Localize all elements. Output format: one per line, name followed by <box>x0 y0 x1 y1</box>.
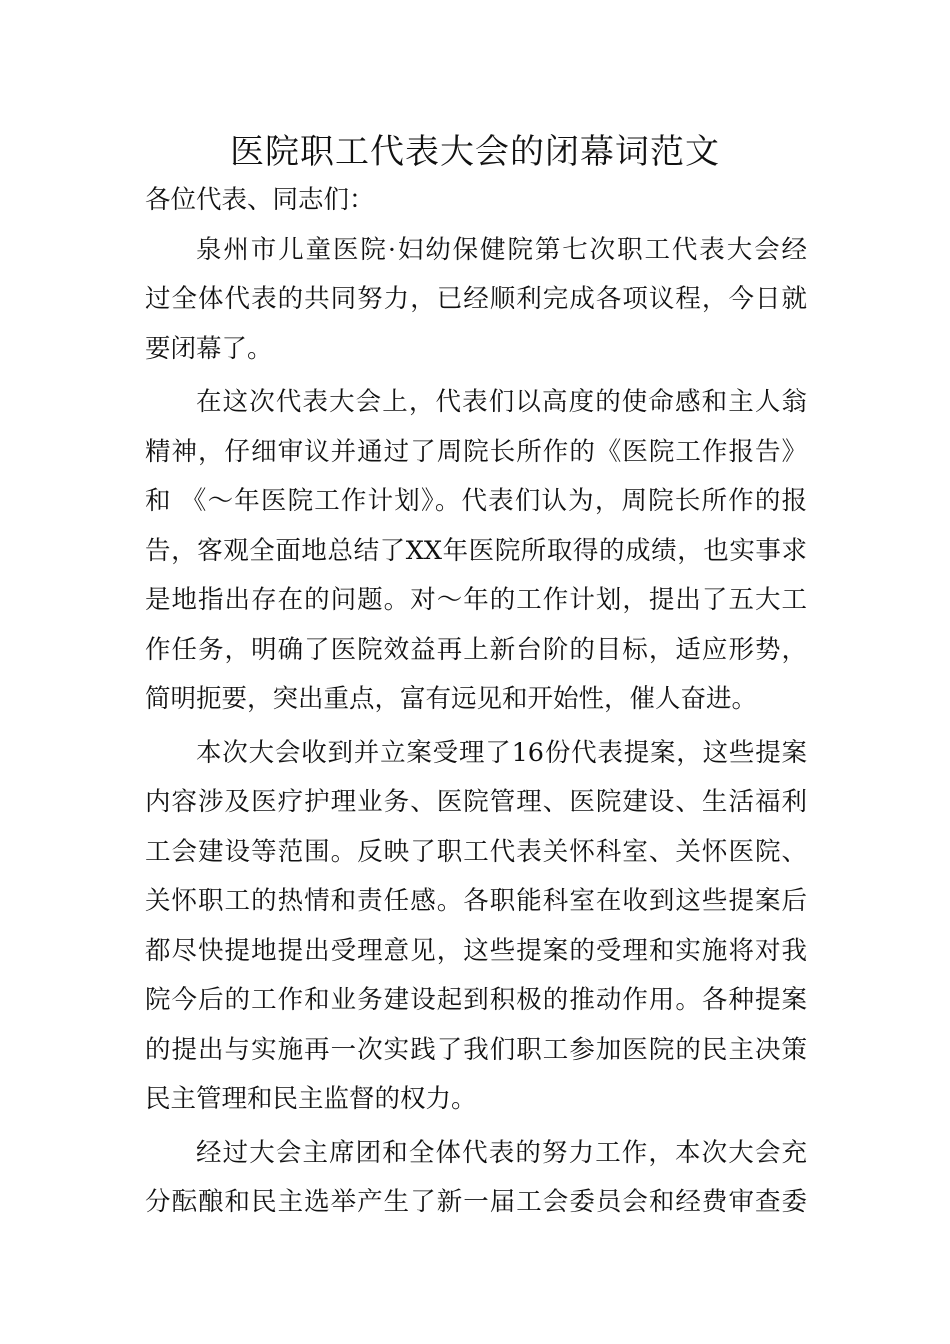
paragraph-line: 简明扼要，突出重点，富有远见和开始性，催人奋进。 <box>145 684 758 714</box>
paragraph-line: 告，客观全面地总结了XX年医院所取得的成绩，也实事求 <box>145 535 807 566</box>
paragraph-line: 关怀职工的热情和责任感。各职能科室在收到这些提案后 <box>145 886 807 916</box>
paragraph-line: 过全体代表的共同努力，已经顺利完成各项议程，今日就 <box>145 284 807 314</box>
paragraph-line: 本次大会收到并立案受理了16份代表提案，这些提案 <box>196 737 807 768</box>
paragraph-line: 精神，仔细审议并通过了周院长所作的《医院工作报告》 <box>145 436 807 467</box>
paragraph <box>145 1129 807 1228</box>
paragraph-line: 是地指出存在的问题。对～年的工作计划，提出了五大工 <box>145 585 807 615</box>
paragraph-line: 在这次代表大会上，代表们以高度的使命感和主人翁 <box>196 387 807 417</box>
paragraph-line: 和 《～年医院工作计划》。代表们认为，周院长所作的报 <box>145 486 807 516</box>
paragraph-line: 工会建设等范围。反映了职工代表关怀科室、关怀医院、 <box>145 836 807 867</box>
document-body <box>145 176 807 1228</box>
paragraph-line: 的提出与实施再一次实践了我们职工参加医院的民主决策 <box>145 1034 807 1065</box>
paragraph-line: 都尽快提地提出受理意见，这些提案的受理和实施将对我 <box>145 935 807 966</box>
paragraph-line: 内容涉及医疗护理业务、医院管理、医院建设、生活福利 <box>145 787 807 817</box>
paragraph-line: 作任务，明确了医院效益再上新台阶的目标，适应形势， <box>145 634 807 665</box>
paragraph-line: 要闭幕了。 <box>145 333 273 364</box>
paragraph-line: 院今后的工作和业务建设起到积极的推动作用。各种提案 <box>145 985 807 1015</box>
paragraph <box>145 378 807 725</box>
paragraph <box>145 729 807 1125</box>
paragraph-line: 民主管理和民主监督的权力。 <box>145 1084 477 1114</box>
paragraph-line: 经过大会主席团和全体代表的努力工作，本次大会充 <box>196 1137 807 1168</box>
salutation: 各位代表、同志们： <box>145 185 375 215</box>
paragraph <box>145 226 807 375</box>
paragraph-line: 分酝酿和民主选举产生了新一届工会委员会和经费审查委 <box>145 1187 807 1217</box>
paragraph-line: 泉州市儿童医院·妇幼保健院第七次职工代表大会经 <box>196 234 807 265</box>
document-title: 医院职工代表大会的闭幕词范文 <box>230 132 720 172</box>
